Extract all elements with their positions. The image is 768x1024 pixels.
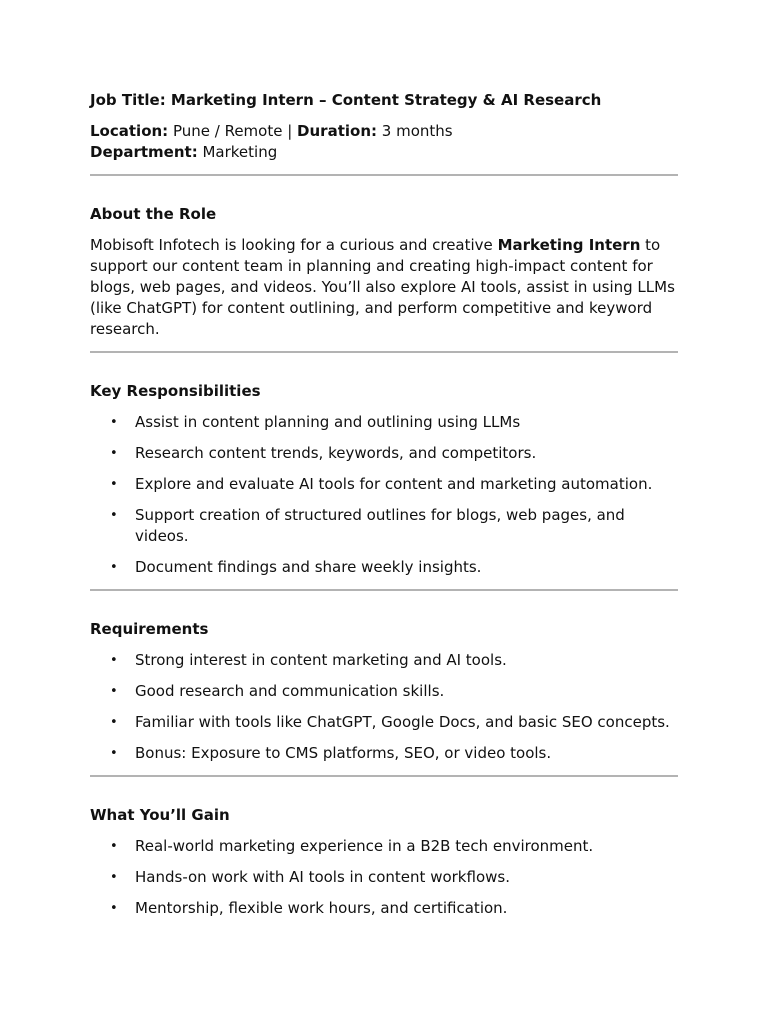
department-value: Marketing (202, 143, 278, 161)
gain-title: What You’ll Gain (90, 806, 230, 824)
job-meta (90, 121, 678, 163)
about-text (90, 235, 678, 340)
department-line (90, 142, 678, 163)
list-item-text: Hands-on work with AI tools in content workflows. (135, 868, 510, 886)
about-text-start: Mobisoft Infotech is looking for a curious and creative (90, 236, 493, 254)
bullet-icon: • (110, 446, 118, 461)
gain-list (90, 836, 678, 919)
bullet-icon: • (110, 415, 118, 430)
list-item-text: Real-world marketing experience in a B2B tech environment. (135, 837, 594, 855)
requirements-title: Requirements (90, 620, 209, 638)
list-item (90, 743, 678, 764)
bullet-icon: • (110, 870, 118, 885)
bullet-icon: • (110, 746, 118, 761)
requirements-section (90, 619, 678, 764)
list-item-text: Bonus: Exposure to CMS platforms, SEO, or video tools. (135, 744, 552, 762)
list-item-text: Mentorship, flexible work hours, and certification. (135, 899, 508, 917)
list-item-text: Document findings and share weekly insights. (135, 558, 482, 576)
gain-section (90, 805, 678, 919)
list-item-text: Good research and communication skills. (135, 682, 445, 700)
list-item-text: Explore and evaluate AI tools for content and marketing automation. (135, 475, 653, 493)
requirements-list (90, 650, 678, 764)
list-item-text: Support creation of structured outlines for blogs, web pages, and videos. (135, 506, 625, 545)
list-item (90, 443, 678, 464)
bullet-icon: • (110, 560, 118, 575)
about-title: About the Role (90, 205, 217, 223)
responsibilities-section (90, 381, 678, 578)
location-label: Location: (90, 122, 169, 140)
about-text-bold: Marketing Intern (497, 236, 641, 254)
location-value: Pune / Remote | (172, 122, 293, 140)
section-divider (90, 589, 678, 591)
bullet-icon: • (110, 901, 118, 916)
list-item-text: Research content trends, keywords, and competitors. (135, 444, 537, 462)
list-item (90, 650, 678, 671)
list-item (90, 681, 678, 702)
list-item-text: Assist in content planning and outlining using LLMs (135, 413, 521, 431)
section-divider (90, 775, 678, 777)
location-duration-line (90, 121, 678, 142)
list-item (90, 712, 678, 733)
bullet-icon: • (110, 653, 118, 668)
responsibilities-title: Key Responsibilities (90, 382, 261, 400)
list-item (90, 867, 678, 888)
list-item (90, 412, 678, 433)
about-text-end: to support our content team in planning and creating high-impact content for blogs, web pages, and videos. You’ll also explore AI tools, assist in using LLMs (like ChatGPT) for content outlining, and perform competitive and keyword research. (90, 236, 675, 338)
document-content (90, 90, 678, 919)
list-item (90, 898, 678, 919)
department-label: Department: (90, 143, 198, 161)
list-item (90, 505, 678, 547)
list-item (90, 557, 678, 578)
list-item (90, 474, 678, 495)
job-title: Job Title: Marketing Intern – Content Strategy & AI Research (90, 91, 602, 109)
about-section (90, 204, 678, 340)
duration-value: 3 months (381, 122, 453, 140)
responsibilities-list (90, 412, 678, 578)
section-divider (90, 174, 678, 176)
list-item-text: Strong interest in content marketing and AI tools. (135, 651, 507, 669)
duration-label: Duration: (297, 122, 377, 140)
list-item-text: Familiar with tools like ChatGPT, Google Docs, and basic SEO concepts. (135, 713, 670, 731)
section-divider (90, 351, 678, 353)
bullet-icon: • (110, 508, 118, 523)
bullet-icon: • (110, 684, 118, 699)
list-item (90, 836, 678, 857)
bullet-icon: • (110, 477, 118, 492)
bullet-icon: • (110, 839, 118, 854)
bullet-icon: • (110, 715, 118, 730)
